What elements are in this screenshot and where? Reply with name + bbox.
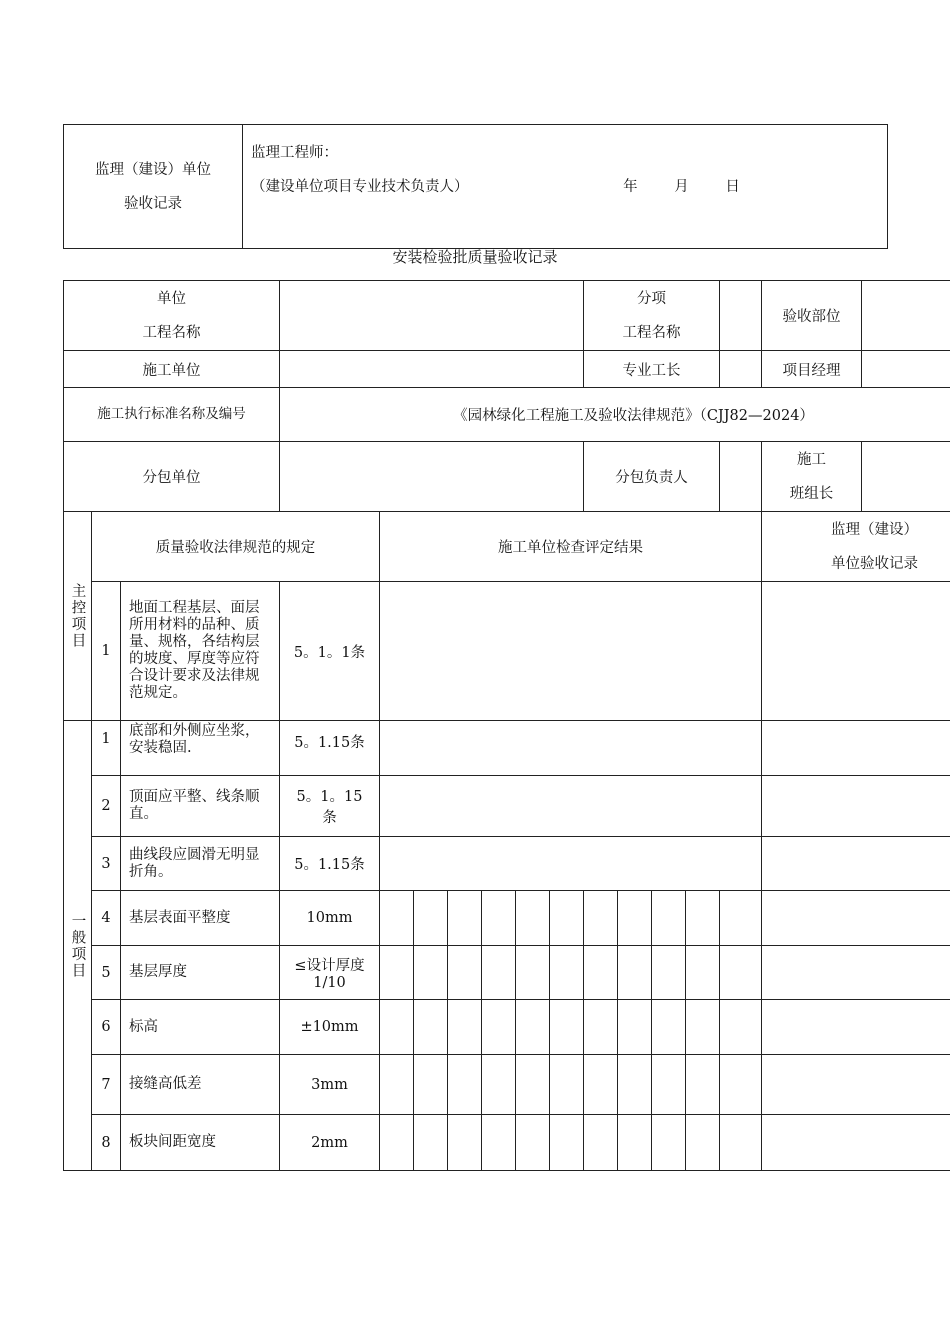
item-reference: ±10mm [280,1000,380,1055]
measure-cell[interactable] [686,946,720,1000]
measure-cell[interactable] [414,946,448,1000]
table-row [64,1115,950,1171]
sub-project-name-label: 分项 工程名称 [584,281,720,351]
supervision-column-header: 监理（建设） 单位验收记录 [762,512,950,582]
item-requirement: 标高 [121,1000,280,1055]
item-number: 7 [92,1055,121,1115]
measure-cell[interactable] [720,1115,762,1171]
subcontractor-label: 分包单位 [64,442,280,512]
measure-cell[interactable] [482,1055,516,1115]
item-reference: 5。1。1条 [280,582,380,721]
month-label: 月 [674,178,689,195]
project-manager-field[interactable] [862,351,950,388]
item-requirement: 基层厚度 [121,946,280,1000]
construction-unit-field[interactable] [280,351,584,388]
owner-technical-lead-label: （建设单位项目专业技术负责人） [251,178,469,195]
measure-cell[interactable] [686,1115,720,1171]
item-number: 3 [92,837,121,891]
measure-cell[interactable] [516,1055,550,1115]
project-manager-label: 项目经理 [762,351,862,388]
measure-cell[interactable] [414,1000,448,1055]
subcontractor-field[interactable] [280,442,584,512]
measure-cell[interactable] [448,1055,482,1115]
standard-label: 施工执行标准名称及编号 [64,388,280,442]
measure-cell[interactable] [448,1000,482,1055]
result-cell[interactable] [380,582,762,721]
table-row [64,1055,950,1115]
team-leader-label: 施工 班组长 [762,442,862,512]
form-title: 安装检验批质量验收记录 [392,248,558,266]
supervision-cell[interactable] [762,582,950,721]
supervision-cell[interactable] [762,837,950,891]
measure-cell[interactable] [652,1000,686,1055]
measure-cell[interactable] [584,1000,618,1055]
measure-cell[interactable] [414,891,448,946]
table-row [64,1000,950,1055]
table-row [64,776,950,837]
item-reference: ≤设计厚度1/10 [280,946,380,1000]
measure-cell[interactable] [584,946,618,1000]
item-number: 1 [92,721,121,776]
item-reference: 5。1.15条 [280,837,380,891]
spec-column-header: 质量验收法律规范的规定 [92,512,380,582]
year-label: 年 [623,178,638,195]
supervision-cell[interactable] [762,946,950,1000]
supervision-cell[interactable] [762,1115,950,1171]
measure-cell[interactable] [618,1000,652,1055]
item-number: 1 [92,582,121,721]
signature-date[interactable] [623,170,772,204]
measure-cell[interactable] [652,946,686,1000]
supervising-engineer-label: 监理工程师： [251,144,338,161]
measure-cell[interactable] [652,1055,686,1115]
table-row [64,721,950,776]
acceptance-part-field[interactable] [862,281,950,351]
result-column-header: 施工单位检查评定结果 [380,512,762,582]
item-requirement: 曲线段应圆滑无明显折角。 [121,837,280,891]
unit-project-name-field[interactable] [280,281,584,351]
acceptance-record-label: 验收记录 [124,195,182,212]
measure-cell[interactable] [686,1055,720,1115]
supervision-unit-label: 监理（建设）单位 [95,161,211,178]
measure-cell[interactable] [482,891,516,946]
measure-cell[interactable] [686,891,720,946]
result-cell[interactable] [380,837,762,891]
subcontractor-lead-label: 分包负责人 [584,442,720,512]
standard-value: 《园林绿化工程施工及验收法律规范》（CJJ82—2024） [280,388,950,442]
inspection-record-table [63,280,950,1171]
measure-cell[interactable] [550,1055,584,1115]
signature-area[interactable] [243,125,888,249]
day-label: 日 [725,178,740,195]
measure-cell[interactable] [652,891,686,946]
item-requirement: 地面工程基层、面层所用材料的品种、质量、规格，各结构层的坡度、厚度等应符合设计要求及法律规范规定。 [121,582,280,721]
supervision-record-label [64,125,243,249]
item-reference: 5。1.15条 [280,721,380,776]
measure-cell[interactable] [550,946,584,1000]
measure-cell[interactable] [380,891,414,946]
result-cell[interactable] [380,721,762,776]
measure-cell[interactable] [380,1055,414,1115]
item-reference: 2mm [280,1115,380,1171]
measure-cell[interactable] [516,1000,550,1055]
measure-cell[interactable] [380,1000,414,1055]
supervision-cell[interactable] [762,891,950,946]
general-section-label: 一般项目 [64,721,92,1171]
measure-cell[interactable] [720,1000,762,1055]
measure-cell[interactable] [448,946,482,1000]
measure-cell[interactable] [720,1055,762,1115]
item-reference: 3mm [280,1055,380,1115]
result-cell[interactable] [380,776,762,837]
item-requirement: 顶面应平整、线条顺直。 [121,776,280,837]
measure-cell[interactable] [482,1000,516,1055]
construction-unit-label: 施工单位 [64,351,280,388]
subcontractor-lead-field[interactable] [720,442,762,512]
supervision-cell[interactable] [762,1055,950,1115]
supervision-cell[interactable] [762,721,950,776]
item-number: 2 [92,776,121,837]
item-reference: 5。1。15条 [280,776,380,837]
measure-cell[interactable] [550,1000,584,1055]
supervision-cell[interactable] [762,776,950,837]
acceptance-part-label: 验收部位 [762,281,862,351]
item-reference: 10mm [280,891,380,946]
item-number: 4 [92,891,121,946]
unit-project-name-label: 单位 工程名称 [64,281,280,351]
measure-cell[interactable] [516,946,550,1000]
measure-cell[interactable] [584,1115,618,1171]
measure-cell[interactable] [618,1055,652,1115]
table-row [64,891,950,946]
team-leader-field[interactable] [862,442,950,512]
item-requirement: 基层表面平整度 [121,891,280,946]
measure-cell[interactable] [720,891,762,946]
measure-cell[interactable] [550,1115,584,1171]
item-requirement: 板块间距宽度 [121,1115,280,1171]
foreman-field[interactable] [720,351,762,388]
measure-cell[interactable] [686,1000,720,1055]
measure-cell[interactable] [482,1115,516,1171]
measure-cell[interactable] [516,891,550,946]
table-row [64,837,950,891]
measure-cell[interactable] [380,946,414,1000]
measure-cell[interactable] [414,1115,448,1171]
supervision-signature-table [63,124,888,249]
item-requirement: 底部和外侧应坐浆，安装稳固. [121,721,280,776]
item-number: 8 [92,1115,121,1171]
measure-cell[interactable] [618,891,652,946]
table-row [64,946,950,1000]
foreman-label: 专业工长 [584,351,720,388]
measure-cell[interactable] [618,946,652,1000]
item-number: 5 [92,946,121,1000]
measure-cell[interactable] [584,1055,618,1115]
measure-cell[interactable] [618,1115,652,1171]
measure-cell[interactable] [448,1115,482,1171]
measure-cell[interactable] [482,946,516,1000]
supervision-cell[interactable] [762,1000,950,1055]
main-control-section-label: 主控项目 [64,512,92,721]
measure-cell[interactable] [550,891,584,946]
measure-cell[interactable] [584,891,618,946]
item-number: 6 [92,1000,121,1055]
item-requirement: 接缝高低差 [121,1055,280,1115]
measure-cell[interactable] [652,1115,686,1171]
table-row [64,582,950,721]
measure-cell[interactable] [448,891,482,946]
measure-cell[interactable] [516,1115,550,1171]
measure-cell[interactable] [414,1055,448,1115]
measure-cell[interactable] [720,946,762,1000]
sub-project-name-field[interactable] [720,281,762,351]
measure-cell[interactable] [380,1115,414,1171]
